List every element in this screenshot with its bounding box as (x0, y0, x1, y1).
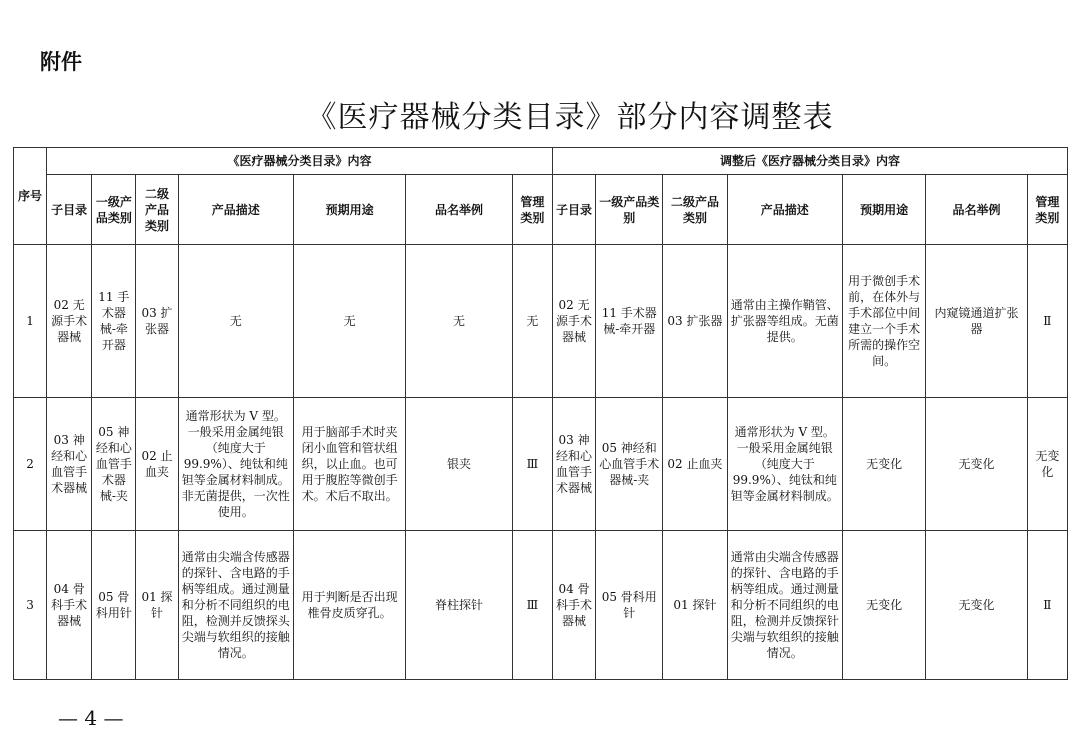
cell-desc-adj: 通常由主操作鞘管、扩张器等组成。无菌提供。 (727, 245, 842, 398)
cell-mgmt: 无 (512, 245, 552, 398)
cell-sub: 03 神经和心血管手术器械 (47, 398, 92, 531)
cell-l1-adj: 05 神经和心血管手术器械-夹 (596, 398, 663, 531)
header-level2-adj: 二级产品类别 (663, 175, 727, 245)
cell-sub-adj: 02 无源手术器械 (552, 245, 595, 398)
header-level1-adj: 一级产品类别 (596, 175, 663, 245)
header-examples: 品名举例 (406, 175, 512, 245)
cell-seq: 1 (14, 245, 47, 398)
cell-l2-adj: 03 扩张器 (663, 245, 727, 398)
cell-desc: 通常形状为 V 型。一般采用金属纯银（纯度大于 99.9%）、纯钛和纯钽等金属材料制成。非无菌提供，一次性使用。 (178, 398, 293, 531)
cell-example: 无 (406, 245, 512, 398)
page-number: — 4 — (58, 706, 124, 730)
group-header-row (14, 148, 1068, 175)
cell-sub: 02 无源手术器械 (47, 245, 92, 398)
cell-mgmt-adj: 无变化 (1027, 398, 1067, 531)
header-level2: 二级产品类别 (136, 175, 178, 245)
table-row (14, 398, 1068, 531)
cell-l1-adj: 05 骨科用针 (596, 531, 663, 680)
cell-seq: 2 (14, 398, 47, 531)
header-sub-catalog-adj: 子目录 (552, 175, 595, 245)
cell-l2: 01 探针 (136, 531, 178, 680)
cell-desc: 无 (178, 245, 293, 398)
header-intended-use: 预期用途 (293, 175, 405, 245)
cell-seq: 3 (14, 531, 47, 680)
header-mgmt: 管理类别 (512, 175, 552, 245)
cell-example: 银夹 (406, 398, 512, 531)
cell-sub-adj: 04 骨科手术器械 (552, 531, 595, 680)
header-examples-adj: 品名举例 (926, 175, 1027, 245)
cell-l2: 03 扩张器 (136, 245, 178, 398)
cell-use-adj: 用于微创手术前，在体外与手术部位中间建立一个手术所需的操作空间。 (842, 245, 925, 398)
cell-l2: 02 止血夹 (136, 398, 178, 531)
cell-example: 脊柱探针 (406, 531, 512, 680)
header-seq: 序号 (14, 148, 47, 245)
cell-mgmt: Ⅲ (512, 398, 552, 531)
cell-mgmt-adj: Ⅱ (1027, 245, 1067, 398)
header-description-adj: 产品描述 (727, 175, 842, 245)
header-mgmt-adj: 管理类别 (1027, 175, 1067, 245)
cell-l2-adj: 01 探针 (663, 531, 727, 680)
table-row (14, 531, 1068, 680)
header-original-group: 《医疗器械分类目录》内容 (47, 148, 553, 175)
cell-l1: 05 骨科用针 (92, 531, 136, 680)
cell-example-adj: 无变化 (926, 398, 1027, 531)
cell-mgmt: Ⅲ (512, 531, 552, 680)
cell-mgmt-adj: Ⅱ (1027, 531, 1067, 680)
header-intended-use-adj: 预期用途 (842, 175, 925, 245)
cell-use: 无 (293, 245, 405, 398)
header-sub-catalog: 子目录 (47, 175, 92, 245)
cell-use: 用于判断是否出现椎骨皮质穿孔。 (293, 531, 405, 680)
table-row (14, 245, 1068, 398)
cell-desc: 通常由尖端含传感器的探针、含电路的手柄等组成。通过测量和分析不同组织的电阻，检测并反馈探头尖端与软组织的接触情况。 (178, 531, 293, 680)
attachment-label: 附件 (40, 50, 82, 74)
cell-sub: 04 骨科手术器械 (47, 531, 92, 680)
cell-use-adj: 无变化 (842, 531, 925, 680)
header-adjusted-group: 调整后《医疗器械分类目录》内容 (552, 148, 1067, 175)
cell-l1: 05 神经和心血管手术器械-夹 (92, 398, 136, 531)
cell-example-adj: 内窥镜通道扩张器 (926, 245, 1027, 398)
cell-use: 用于脑部手术时夹闭小血管和管状组织，以止血。也可用于腹腔等微创手术。术后不取出。 (293, 398, 405, 531)
page-title: 《医疗器械分类目录》部分内容调整表 (306, 100, 834, 135)
header-description: 产品描述 (178, 175, 293, 245)
cell-sub-adj: 03 神经和心血管手术器械 (552, 398, 595, 531)
adjustment-table (13, 147, 1068, 680)
cell-example-adj: 无变化 (926, 531, 1027, 680)
cell-l2-adj: 02 止血夹 (663, 398, 727, 531)
cell-desc-adj: 通常由尖端含传感器的探针、含电路的手柄等组成。通过测量和分析不同组织的电阻，检测并反馈探针尖端与软组织的接触情况。 (727, 531, 842, 680)
cell-l1-adj: 11 手术器械-牵开器 (596, 245, 663, 398)
cell-use-adj: 无变化 (842, 398, 925, 531)
cell-l1: 11 手术器械-牵开器 (92, 245, 136, 398)
header-level1: 一级产品类别 (92, 175, 136, 245)
column-header-row (14, 175, 1068, 245)
cell-desc-adj: 通常形状为 V 型。一般采用金属纯银（纯度大于 99.9%）、纯钛和纯钽等金属材料制成。 (727, 398, 842, 531)
